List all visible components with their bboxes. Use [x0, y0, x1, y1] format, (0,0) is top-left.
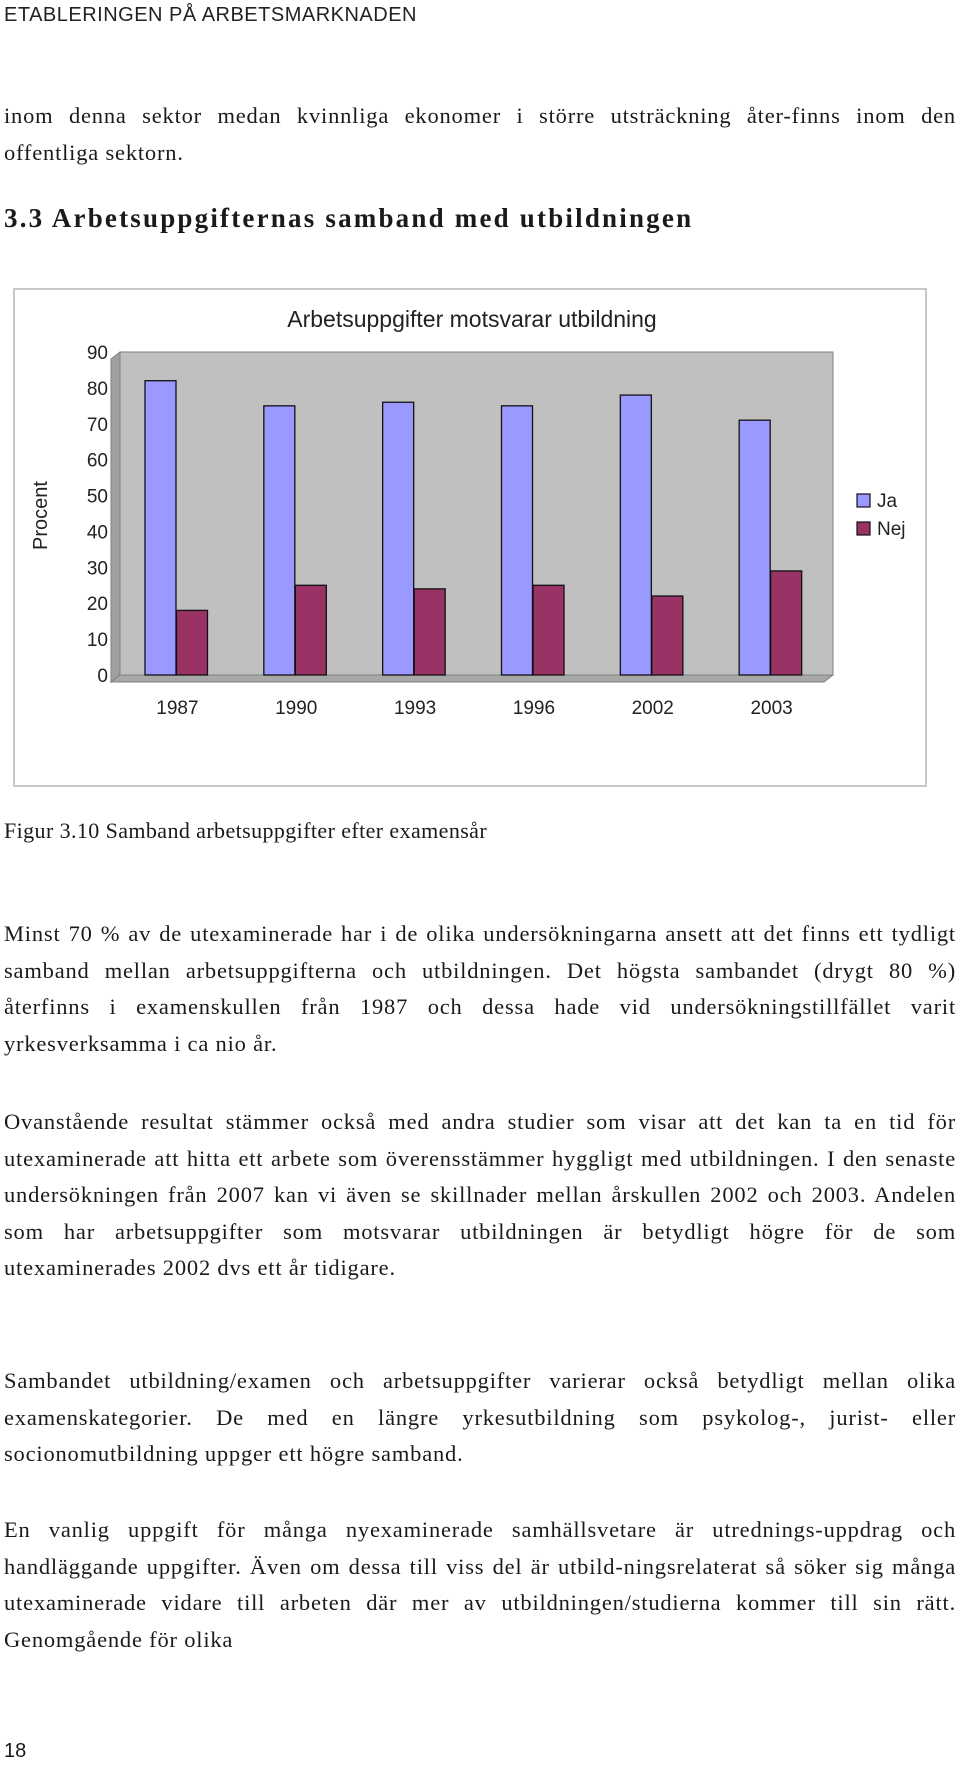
plot-area [120, 352, 833, 675]
x-tick-label: 2002 [631, 698, 674, 719]
y-tick-label: 90 [86, 343, 108, 364]
bar-nej [533, 585, 564, 675]
y-tick-label: 0 [97, 666, 108, 687]
section-heading: 3.3 Arbetsuppgifternas samband med utbildningen [4, 203, 694, 233]
legend-swatch-ja [857, 494, 870, 507]
bar-ja [383, 402, 414, 675]
paragraph-4: En vanlig uppgift för många nyexaminerade samhällsvetare är utrednings-uppdrag och handläggande uppgifter. Även om dessa till viss del är utbild-ningsrelaterat så söker sig många utexaminerade vidare till arbeten där mer av utbildningen/studierna kommer till sin rätt. Genomgående för olika [4, 1517, 956, 1652]
bar-ja [620, 395, 651, 675]
legend-label-ja: Ja [877, 491, 898, 512]
bar-ja [502, 406, 533, 675]
bar-ja [739, 420, 770, 675]
y-tick-label: 60 [86, 450, 108, 472]
chart-title: Arbetsuppgifter motsvarar utbildning [287, 306, 657, 332]
bar-nej [414, 589, 445, 675]
legend-swatch-nej [857, 522, 870, 535]
y-axis-label: Procent [30, 481, 52, 550]
page-number: 18 [4, 1740, 27, 1762]
bar-chart-frame [13, 288, 927, 787]
x-tick-label: 1987 [156, 698, 199, 719]
bar-nej [295, 585, 326, 675]
y-tick-label: 30 [86, 558, 108, 580]
paragraph-3: Sambandet utbildning/examen och arbetsuppgifter varierar också betydligt mellan olika examenskategorier. De med en längre yrkesutbildning som psykolog-, jurist- eller socionomutbildning uppger ett högre samband. [4, 1368, 956, 1466]
plot-side-wall [111, 352, 120, 682]
intro-paragraph: inom denna sektor medan kvinnliga ekonomer i större utsträckning åter-finns inom den offentliga sektorn. [4, 103, 956, 165]
y-tick-label: 50 [86, 486, 108, 508]
y-tick-label: 20 [86, 594, 108, 616]
legend-label-nej: Nej [877, 519, 906, 540]
y-tick-label: 80 [86, 378, 108, 400]
bar-ja [264, 406, 295, 675]
bar-nej [652, 596, 683, 675]
paragraph-2: Ovanstående resultat stämmer också med andra studier som visar att det kan ta en tid för utexaminerade att hitta ett arbete som överensstämmer hyggligt med utbildningen. I den senaste undersökningen från 2007 kan vi även se skillnader mellan årskullen 2002 och 2003. Andelen som har arbetsuppgifter som motsvarar utbildningen är betydligt högre för de som utexaminerades 2002 dvs ett år tidigare. [4, 1109, 956, 1280]
y-tick-label: 10 [86, 630, 108, 652]
x-tick-label: 1990 [275, 698, 318, 719]
x-tick-label: 1996 [512, 698, 556, 719]
bar-chart [15, 290, 929, 789]
figure-caption: Figur 3.10 Samband arbetsuppgifter efter examensår [4, 818, 488, 843]
x-tick-label: 2003 [750, 698, 793, 719]
bar-nej [771, 571, 802, 675]
bar-ja [145, 381, 176, 675]
x-tick-label: 1993 [393, 698, 437, 719]
bar-nej [177, 610, 208, 675]
y-tick-label: 40 [86, 522, 108, 544]
y-tick-label: 70 [86, 414, 108, 436]
paragraph-1: Minst 70 % av de utexaminerade har i de olika undersökningarna ansett att det finns ett tydligt samband mellan arbetsuppgifterna och utbildningen. Det högsta sambandet (drygt 80 %) återfinns i examenskullen från 1987 och dessa hade vid undersökningstillfället varit yrkesverksamma i ca nio år. [4, 921, 956, 1056]
running-header: ETABLERINGEN PÅ ARBETSMARKNADEN [4, 4, 417, 26]
plot-floor [111, 675, 833, 682]
